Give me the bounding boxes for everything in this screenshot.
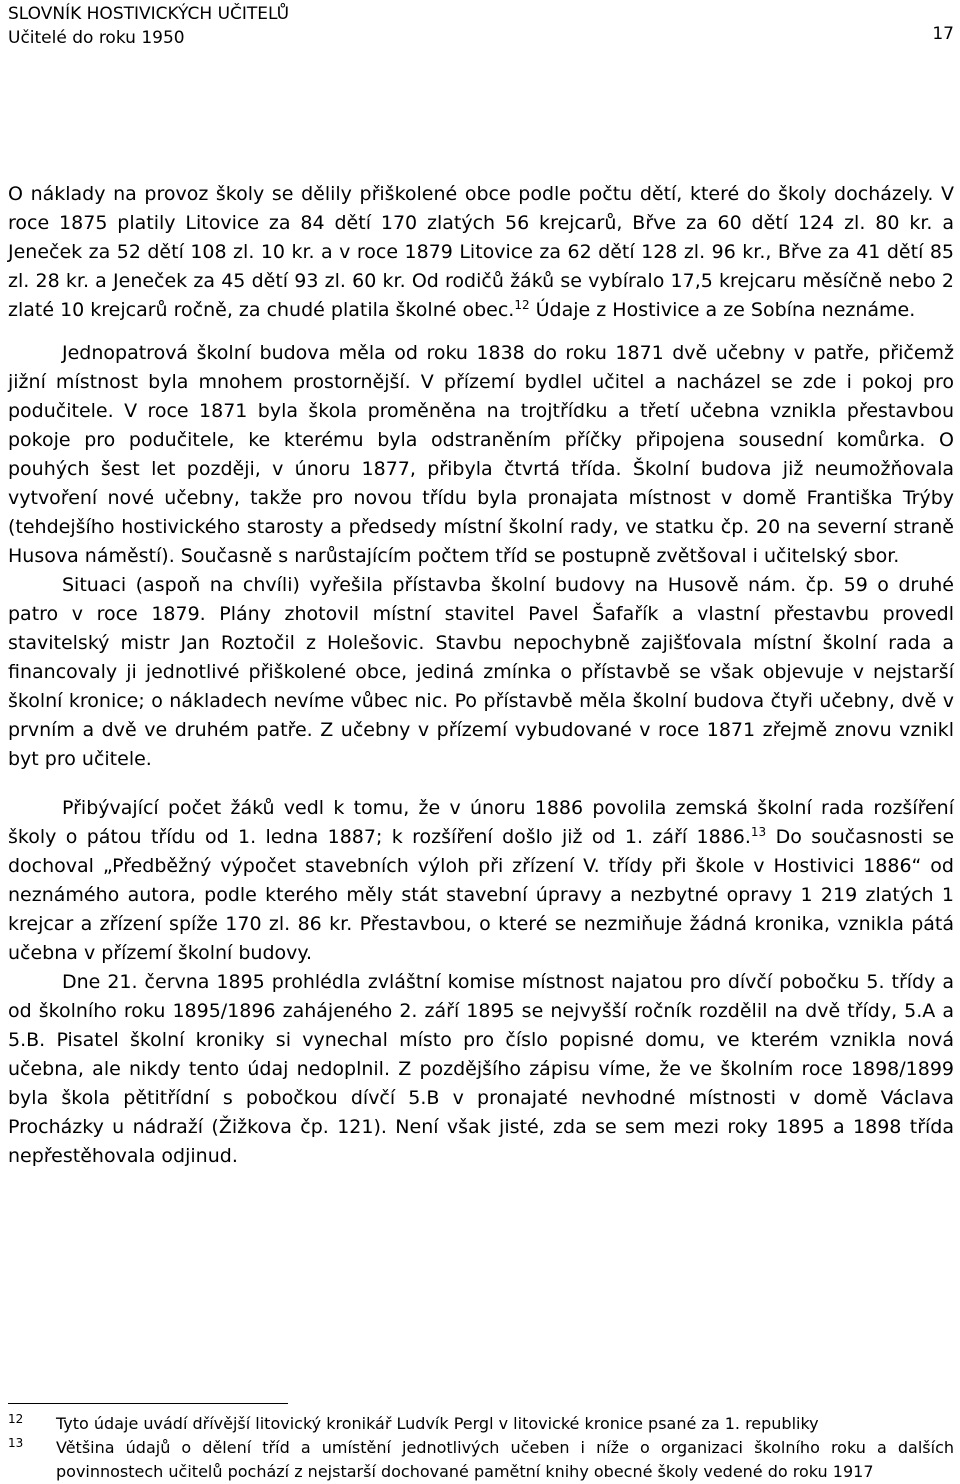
footnote-ref-13: 13	[750, 825, 767, 839]
header-subtitle: Učitelé do roku 1950	[8, 28, 185, 48]
footnote-mark: 13	[8, 1436, 24, 1450]
footnote-mark: 12	[8, 1412, 24, 1426]
paragraph-3: Situaci (aspoň na chvíli) vyřešila přístavba školní budovy na Husově nám. čp. 59 o druhé patro v roce 1879. Plány zhotovil místní stavitel Pavel Šafařík a vlastní přestavbu provedl stavitelský mistr Jan Roztočil z Holešovic. Stavbu nepochybně zajišťovala místní školní rada a financovaly ji jednotlivé přiškolené obce, jediná zmínka o přístavbě se však objevuje v nejstarší školní kronice; o nákladech nevíme vůbec nic. Po přístavbě měla školní budova čtyři učebny, dvě v prvním a dvě ve druhém patře. Z učebny v přízemí vybudované v roce 1871 zřejmě znovu vznikl byt pro učitele.	[8, 574, 954, 770]
paragraph-4-tail: Do současnosti se dochoval „Předběžný výpočet stavebních výloh při zřízení V. třídy při škole v Hostivici 1886“ od neznámého autora, podle kterého měly stát stavební úpravy a nezbytné opravy 1 219 zlatých 1 krejcar a zřízení spíže 170 zl. 86 kr. Přestavbou, o které se nezmiňuje žádná kronika, vznikla pátá učebna v přízemí školní budovy.	[8, 826, 955, 964]
paragraph-4-text: Přibývající počet žáků vedl k tomu, že v únoru 1886 povolila zemská školní rada rozšíření školy o pátou třídu od 1. ledna 1887; k rozšíření došlo již od 1. září 1886.	[8, 797, 954, 848]
footnote-ref-12: 12	[514, 298, 530, 312]
paragraph-5: Dne 21. června 1895 prohlédla zvláštní komise místnost najatou pro dívčí pobočku 5. třídy a od školního roku 1895/1896 zahájeného 2. září 1895 se nejvyšší ročník rozdělil na dvě třídy, 5.A a 5.B. Pisatel školní kroniky si vynechal místo pro číslo popisné domu, ve kterém vznikla nová učebna, ale nikdy tento údaj nedoplnil. Z pozdějšího zápisu víme, že ve školním roce 1898/1899 byla škola pětitřídní s pobočkou dívčí 5.B v pronajaté nevhodné místnosti v domě Václava Procházky u nádraží (Žižkova čp. 121). Není však jisté, zda se sem mezi roky 1895 a 1898 třída nepřestěhovala odjinud.	[8, 971, 954, 1167]
paragraph-4	[8, 794, 954, 968]
running-header	[8, 2, 954, 50]
paragraph-1-tail: Údaje z Hostivice a ze Sobína neznáme.	[529, 299, 916, 321]
footnote-13	[8, 1436, 954, 1484]
footnotes	[8, 1412, 954, 1484]
paragraph-1	[8, 180, 954, 325]
footnote-divider	[8, 1403, 288, 1404]
paragraph-2: Jednopatrová školní budova měla od roku 1838 do roku 1871 dvě učebny v patře, přičemž jižní místnost byla mnohem prostornější. V přízemí bydlel učitel a nacházel se zde i pokoj pro podučitele. V roce 1871 byla škola proměněna na trojtřídku a třetí učebna vznikla přestavbou pokoje pro podučitele, ke kterému byla odstraněním příčky připojena sousední komůrka. O pouhých šest let později, v únoru 1877, přibyla čtvrtá třída. Školní budova již neumožňovala vytvoření nové učebny, takže pro novou třídu byla pronajata místnost v domě Františka Trýby (tehdejšího hostivického starosty a předsedy místní školní rady, ve statku čp. 20 na severní straně Husova náměstí). Současně s narůstajícím počtem tříd se postupně zvětšoval i učitelský sbor.	[8, 342, 954, 567]
footnote-text: Tyto údaje uvádí dřívější litovický kronikář Ludvík Pergl v litovické kronice psané za 1. republiky	[56, 1414, 819, 1433]
header-title: SLOVNÍK HOSTIVICKÝCH UČITELŮ	[8, 4, 290, 24]
body-text	[8, 180, 954, 1171]
paragraph-1-text: O náklady na provoz školy se dělily přiškolené obce podle počtu dětí, které do školy docházely. V roce 1875 platily Litovice za 84 dětí 170 zlatých 56 krejcarů, Břve za 60 dětí 124 zl. 80 kr. a Jeneček za 52 dětí 108 zl. 10 kr. a v roce 1879 Litovice za 62 dětí 128 zl. 96 kr., Břve za 41 dětí 85 zl. 28 kr. a Jeneček za 45 dětí 93 zl. 60 kr. Od rodičů žáků se vybíralo 17,5 krejcaru měsíčně nebo 2 zlaté 10 krejcarů ročně, za chudé platila školné obec.	[8, 183, 954, 321]
footnote-text: Většina údajů o dělení tříd a umístění jednotlivých učeben i níže o organizaci školního roku a dalších povinnostech učitelů pochází z nejstarší dochované pamětní knihy obecné školy vedené do roku 1917	[56, 1438, 954, 1481]
page-number: 17	[932, 24, 954, 44]
footnote-12	[8, 1412, 954, 1436]
